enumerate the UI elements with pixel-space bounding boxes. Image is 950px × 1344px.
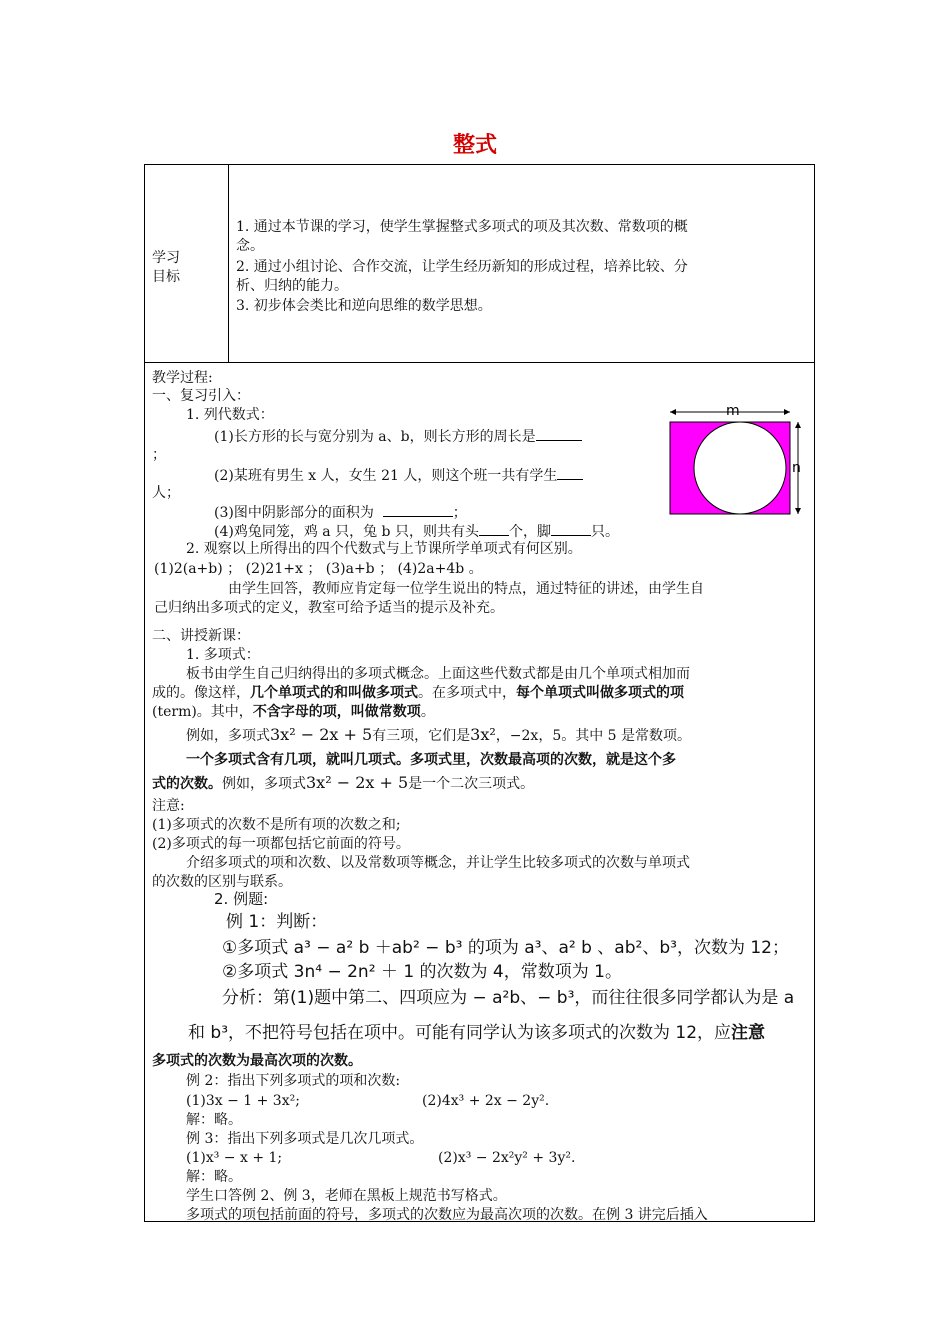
text: 注意 [731,1023,766,1043]
note-1: (1)多项式的次数不是所有项的次数之和; [152,817,401,833]
example-1-question-2: ②多项式 3n⁴ − 2n² ＋ 1 的次数为 4，常数项为 1。 [222,962,622,982]
question-3-tail: ； [452,505,467,521]
label-n: n [792,460,801,476]
note-heading: 注意: [152,798,185,814]
text: 。在多项式中， [418,685,516,701]
definition-degree-line-2 [152,774,534,793]
question-1 [214,426,582,446]
example-2-title: 例 2：指出下列多项式的项和次数: [186,1073,401,1089]
math-expression: 3x² − 2x + 5 [306,773,409,792]
question-1-tail: ； [152,447,166,463]
section-1-heading: 一、复习引入： [152,388,250,404]
math-expression: 3x² [470,725,496,744]
rectangle-circle-figure [664,402,804,520]
item-2-heading: 2. 观察以上所得出的四个代数式与上节课所学单项式有何区别。 [186,541,582,557]
answer-blank [479,521,509,536]
goals-label-1: 学习 [152,250,180,266]
question-2-text: (2)某班有男生 x 人，女生 21 人，则这个班一共有学生 [214,468,558,484]
page-title: 整式 [452,133,497,158]
example-3-answer: 解：略。 [186,1169,242,1185]
note-2: (2)多项式的每一项都包括它前面的符号。 [152,836,410,852]
definition-term: 每个单项式叫做多项式的项 [516,685,684,701]
question-4-text-b: 个，脚 [508,524,551,540]
answer-blank [536,426,582,441]
example-3-item-2: (2)x³ − 2x²y² + 3y². [438,1150,576,1166]
closing-line-2: 多项式的项包括前面的符号，多项式的次数应为最高次项的次数。在例 3 讲完后插入 [186,1207,708,1223]
example-2-answer: 解：略。 [186,1112,242,1128]
intro-line-2: 的次数的区别与联系。 [152,874,292,890]
text: 。 [420,704,435,720]
question-4-text-a: (4)鸡兔同笼，鸡 a 只，兔 b 只，则共有头 [214,524,479,540]
example-1-title: 例 1：判断： [226,912,328,932]
math-expression: 3x² − 2x + 5 [270,725,373,744]
example-1-analysis-line-1: 分析：第(1)题中第二、四项应为 − a²b、− b³，而往往很多同学都认为是 a [222,988,795,1008]
question-4-text-c: 只。 [590,524,619,540]
table-divider-horizontal [144,362,815,363]
definition-polynomial: 几个单项式的和叫做多项式 [250,685,418,701]
answer-blank [557,465,583,480]
goals-label-2: 目标 [152,269,180,285]
example-line [186,726,691,745]
text: 式的次数。 [152,776,222,792]
definition-constant: 不含字母的项，叫做常数项 [252,704,421,720]
question-4 [214,521,619,541]
lesson-para-1: 板书由学生自己归纳得出的多项式概念。上面这些代数式都是由几个单项式相加而 [186,666,690,682]
lesson-para-3 [152,703,435,721]
answer-blank [551,521,591,536]
process-heading: 教学过程: [152,370,213,386]
question-3 [214,502,467,522]
text: 例如，多项式 [222,776,306,792]
text: (term)。其中， [152,704,253,720]
paragraph-1-line-2: 己归纳出多项式的定义，教室可给予适当的提示及补充。 [154,600,504,616]
label-m: m [726,403,740,419]
example-1-question-1: ①多项式 a³ − a² b ＋ab² − b³ 的项为 a³、a² b 、ab²、b³，次数为 12； [222,938,789,958]
example-2-item-2: (2)4x³ + 2x − 2y². [422,1093,550,1109]
definition-degree-line-1: 一个多项式含有几项，就叫几项式。多项式里，次数最高项的次数，就是这个多 [186,752,676,768]
lesson-para-2 [152,684,684,702]
example-1-analysis-line-2 [188,1022,814,1044]
text: 是一个二次三项式。 [408,776,535,792]
circle [694,422,786,514]
example-3-title: 例 3：指出下列多项式是几次几项式。 [186,1131,424,1147]
paragraph-1-line-1: 由学生回答，教师应肯定每一位学生说出的特点，通过特征的讲述，由学生自 [228,581,704,597]
answers-line: (1)2(a+b) ； (2)21+x ； (3)a+b ； (4)2a+4b 。 [154,561,483,577]
section-2-heading: 二、讲授新课： [152,628,250,644]
goal-2-line-1: 2. 通过小组讨论、合作交流，让学生经历新知的形成过程，培养比较、分 [236,259,688,275]
question-2 [214,465,583,485]
item-1-polynomial: 1. 多项式： [186,647,260,663]
question-3-text: (3)图中阴影部分的面积为 [214,505,374,521]
table-divider-vertical [228,164,229,362]
text: 和 b³，不把符号包括在项中。可能有同学认为该多项式的次数为 12，应 [188,1023,732,1043]
goal-2-line-2: 析、归纳的能力。 [236,278,348,294]
example-1-analysis-line-3: 多项式的次数为最高次项的次数。 [152,1053,362,1069]
example-3-item-1: (1)x³ − x + 1; [186,1150,283,1166]
question-2-tail: 人； [152,485,180,501]
text: 例如，多项式 [186,728,270,744]
goal-1-line-2: 念。 [236,238,264,254]
text: 成的。像这样， [152,685,250,701]
example-2-item-1: (1)3x − 1 + 3x²; [186,1093,300,1109]
answer-blank [383,502,453,517]
goal-3: 3. 初步体会类比和逆向思维的数学思想。 [236,298,492,314]
item-1-heading: 1. 列代数式： [186,407,274,423]
item-2-examples: 2. 例题: [214,890,269,908]
question-1-text: (1)长方形的长与宽分别为 a、b，则长方形的周长是 [214,429,536,445]
text: 有三项，它们是 [372,728,471,744]
text: ，−2x，5。其中 5 是常数项。 [495,728,692,744]
intro-line-1: 介绍多项式的项和次数、以及常数项等概念，并让学生比较多项式的次数与单项式 [186,855,690,871]
closing-line-1: 学生口答例 2、例 3，老师在黑板上规范书写格式。 [186,1188,507,1204]
goal-1-line-1: 1. 通过本节课的学习，使学生掌握整式多项式的项及其次数、常数项的概 [236,219,688,235]
